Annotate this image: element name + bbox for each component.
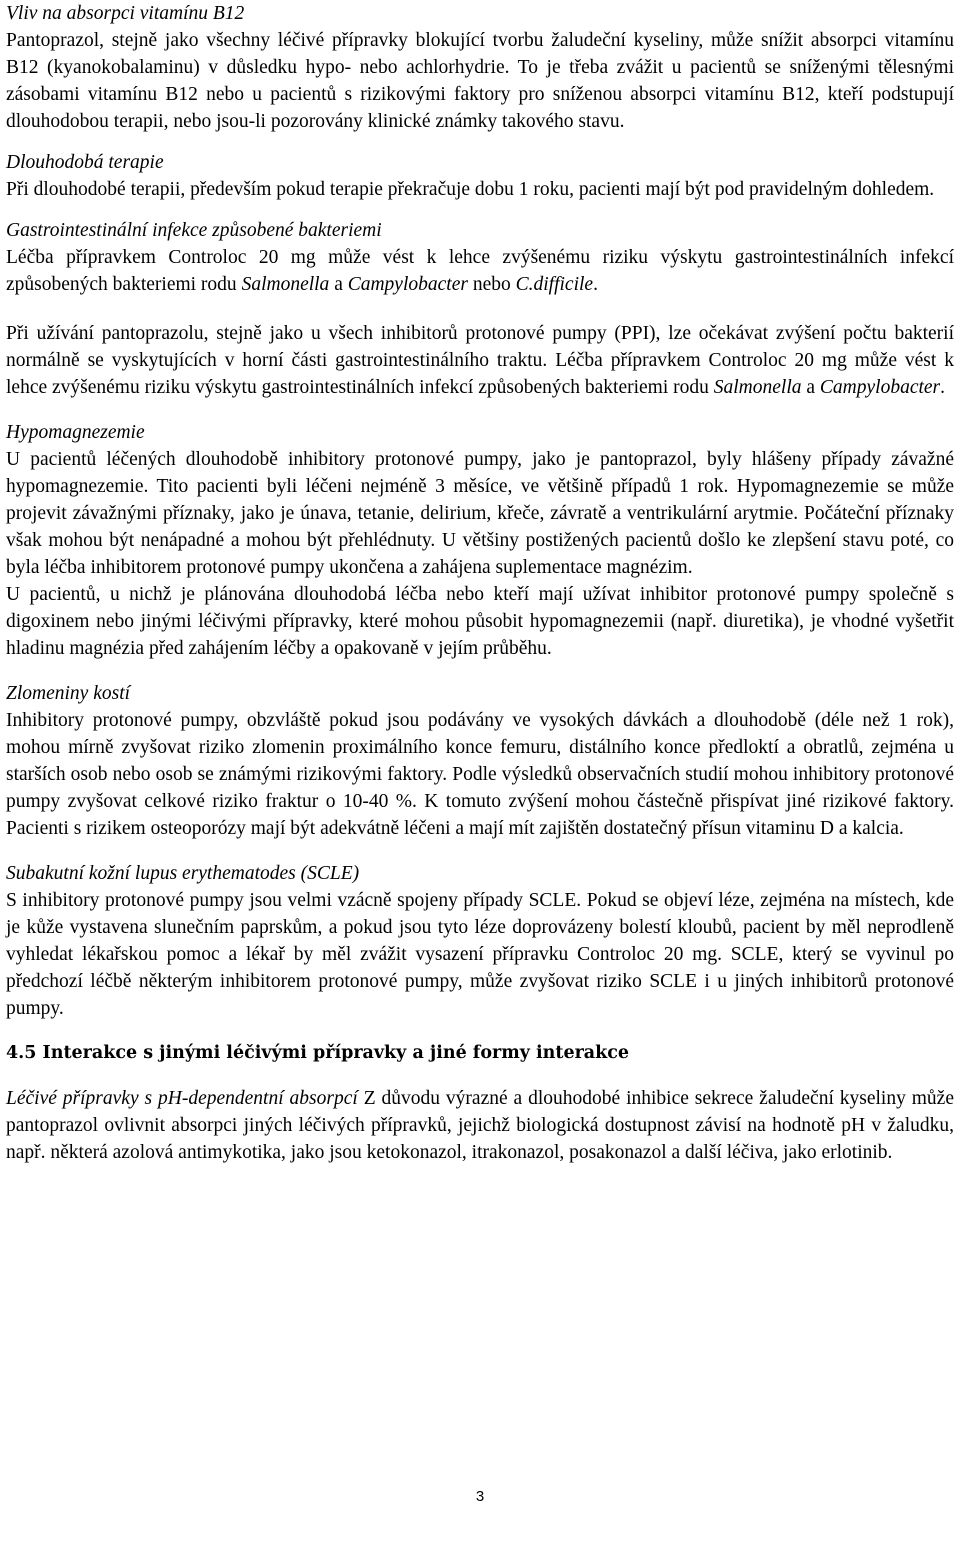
document-page [6, 0, 954, 1166]
text-run: Léčba přípravkem Controloc 20 mg může vést k lehce zvýšenému riziku výskytu gastrointestinálních infekcí způsobených bakteriemi rodu [6, 247, 954, 295]
paragraph-gi-infections-2 [6, 320, 954, 401]
paragraph-ph-dependent-absorption [6, 1085, 954, 1166]
page-number: 3 [475, 1488, 485, 1505]
spacer [6, 1022, 954, 1040]
paragraph-hypomagnesemia-1: U pacientů léčených dlouhodobě inhibitory protonové pumpy, jako je pantoprazol, byly hlášeny případy závažné hypomagnezemie. Tito pacienti byli léčeni nejméně 3 měsíce, ve většině případů 1 rok. Hypomagnezemie se může projevit závažnými příznaky, jako je únava, tetanie, delirium, křeče, závratě a ventrikulární arytmie. Počáteční příznaky však mohou být nenápadné a mohou být přehlédnuty. U většiny postižených pacientů došlo ke zlepšení stavu poté, co byla léčba inhibitorem protonové pumpy ukončena a zahájena suplementace magnézim. [6, 449, 954, 578]
spacer [6, 842, 954, 860]
species-salmonella: Salmonella [713, 377, 802, 398]
text-run: a [329, 274, 348, 295]
text-run: . [940, 377, 946, 398]
heading-b12-absorption: Vliv na absorpci vitamínu B12 [6, 3, 245, 24]
heading-bone-fractures: Zlomeniny kostí [6, 683, 131, 704]
species-campylobacter: Campylobacter [819, 377, 941, 398]
text-run: Při užívání pantoprazolu, stejně jako u všech inhibitorů protonové pumpy (PPI), lze očekávat zvýšení počtu bakterií normálně se vyskytujících v horní části gastrointestinálního traktu. Léčba přípravkem Controloc 20 mg může vést k lehce zvýšenému riziku výskytu gastrointestinálních infekcí způsobených bakteriemi rodu [6, 323, 954, 398]
text-run: nebo [467, 274, 516, 295]
species-campylobacter: Campylobacter [347, 274, 468, 295]
species-salmonella: Salmonella [241, 274, 330, 295]
paragraph-scle: S inhibitory protonové pumpy jsou velmi vzácně spojeny případy SCLE. Pokud se objeví léze, zejména na místech, kde je kůže vystavena slunečním paprskům, a pokud jsou tyto léze doprovázeny bolestí kloubů, pacient by měl neprodleně vyhledat lékařskou pomoc a lékař by měl zvážit vysazení přípravku Controloc 20 mg. SCLE, který se vyvinul po předchozí léčbě některým inhibitorem protonové pumpy, může zvyšovat riziko SCLE i u jiných inhibitorů protonové pumpy. [6, 890, 954, 1019]
heading-long-term-therapy: Dlouhodobá terapie [6, 152, 164, 173]
species-c-difficile: C.difficile [515, 274, 594, 295]
text-run: a [801, 377, 820, 398]
spacer [6, 135, 954, 149]
section-title-4-5: 4.5 Interakce s jinými léčivými přípravky a jiné formy interakce [6, 1043, 630, 1063]
spacer [6, 662, 954, 680]
paragraph-bone-fractures: Inhibitory protonové pumpy, obzvláště pokud jsou podávány ve vysokých dávkách a dlouhodobě (déle než 1 rok), mohou mírně zvyšovat riziko zlomenin proximálního konce femuru, distálního konce předloktí a obratlů, zejména u starších osob nebo osob se známými rizikovými faktory. Podle výsledků observačních studií mohou inhibitory protonové pumpy zvyšovat celkové riziko fraktur o 10-40 %. K tomuto zvýšení mohou částečně přispívat jiné rizikové faktory. Pacienti s rizikem osteoporózy mají být adekvátně léčeni a mají mít zajištěn dostatečný přísun vitaminu D a kalcia. [6, 710, 954, 839]
heading-gi-infections: Gastrointestinální infekce způsobené bakteriemi [6, 220, 382, 241]
paragraph-long-term-therapy: Při dlouhodobé terapii, především pokud terapie překračuje dobu 1 roku, pacienti mají být pod pravidelným dohledem. [6, 179, 935, 200]
spacer [6, 401, 954, 419]
text-run: Z důvodu výrazné a dlouhodobé inhibice sekrece žaludeční kyseliny může pantoprazol ovlivnit absorpci jiných léčivých přípravků, jejichž biologická dostupnost závisí na hodnotě pH v žaludku, např. některá azolová antimykotika, jako jsou ketokonazol, itrakonazol, posakonazol a další léčiva, jako erlotinib. [6, 1088, 954, 1163]
spacer [6, 203, 954, 217]
italic-lead: Léčivé přípravky s pH-dependentní absorpcí [6, 1088, 358, 1109]
paragraph-gi-infections-1 [6, 244, 954, 298]
heading-scle: Subakutní kožní lupus erythematodes (SCLE) [6, 863, 360, 884]
heading-hypomagnesemia: Hypomagnezemie [6, 422, 145, 443]
text-run: . [593, 274, 598, 295]
spacer [6, 1067, 954, 1085]
spacer [6, 298, 954, 320]
paragraph-hypomagnesemia-2: U pacientů, u nichž je plánována dlouhodobá léčba nebo kteří mají užívat inhibitor protonové pumpy společně s digoxinem nebo jinými léčivými přípravky, které mohou působit hypomagnezemii (např. diuretika), je vhodné vyšetřit hladinu magnézia před zahájením léčby a opakovaně v jejím průběhu. [6, 584, 954, 659]
paragraph-b12-absorption: Pantoprazol, stejně jako všechny léčivé přípravky blokující tvorbu žaludeční kyseliny, může snížit absorpci vitamínu B12 (kyanokobalaminu) v důsledku hypo- nebo achlorhydrie. To je třeba zvážit u pacientů se sníženými tělesnými zásobami vitamínu B12 nebo u pacientů s rizikovými faktory pro sníženou absorpci vitamínu B12, kteří podstupují dlouhodobou terapii, nebo jsou-li pozorovány klinické známky takového stavu. [6, 30, 954, 132]
